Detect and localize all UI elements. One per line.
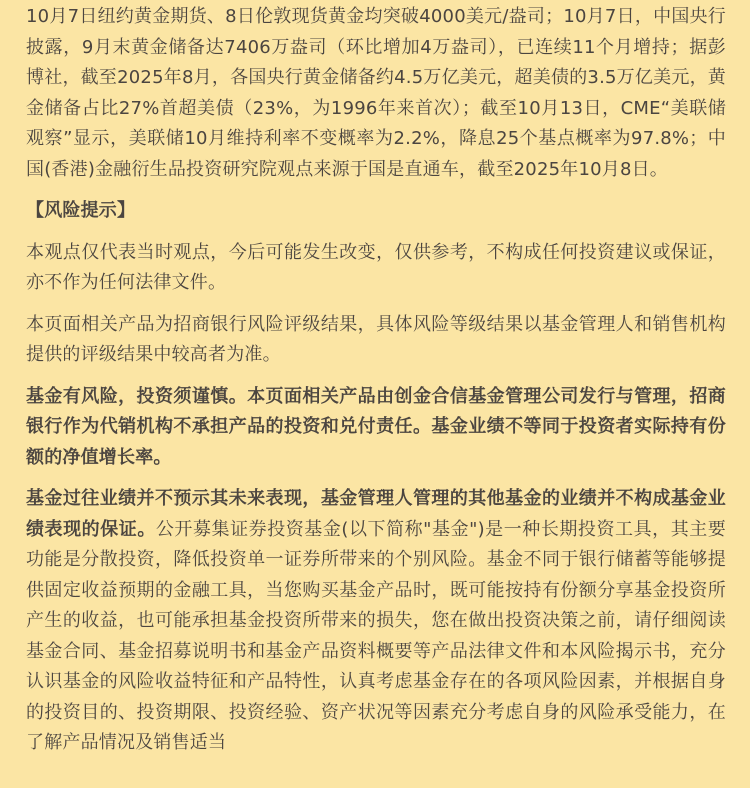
risk-heading: 【风险提示】 <box>26 200 136 221</box>
risk-paragraph-3: 基金有风险，投资须谨慎。本页面相关产品由创金合信基金管理公司发行与管理，招商银行作为代销机构不承担产品的投资和兑付责任。基金业绩不等同于投资者实际持有份额的净值增长率。 <box>26 385 726 468</box>
risk-paragraph-4-text: 公开募集证券投资基金(以下简称"基金")是一种长期投资工具，其主要功能是分散投资，降低投资单一证券所带来的个别风险。基金不同于银行储蓄等能够提供固定收益预期的金融工具，当您购买基金产品时，既可能按持有份额分享基金投资所产生的收益，也可能承担基金投资所带来的损失，您在做出投资决策之前，请仔细阅读基金合同、基金招募说明书和基金产品资料概要等产品法律文件和本风险揭示书，充分认识基金的风险收益特征和产品特性，认真考虑基金存在的各项风险因素，并根据自身的投资目的、投资期限、投资经验、资产状况等因素充分考虑自身的风险承受能力，在了解产品情况及销售适当 <box>26 518 726 753</box>
risk-paragraph-4-bold: 基金过往业绩并不预示其未来表现，基金管理人管理的其他基金的业绩并不构成基金业绩表现的保证。 <box>26 488 726 540</box>
intro-paragraph: 10月7日纽约黄金期货、8日伦敦现货黄金均突破4000美元/盎司；10月7日，中国央行披露，9月末黄金储备达7406万盎司（环比增加4万盎司），已连续11个月增持；据彭博社，截至2025年8月，各国央行黄金储备约4.5万亿美元，超美债的3.5万亿美元，黄金储备占比27%首超美债（23%，为1996年来首次）；截至10月13日，CME“美联储观察”显示，美联储10月维持利率不变概率为2.2%，降息25个基点概率为97.8%；中国(香港)金融衍生品投资研究院观点来源于国是直通车，截至2025年10月8日。 <box>26 6 726 180</box>
risk-paragraph-1: 本观点仅代表当时观点，今后可能发生改变，仅供参考，不构成任何投资建议或保证，亦不作为任何法律文件。 <box>26 241 726 293</box>
risk-paragraph-2: 本页面相关产品为招商银行风险评级结果，具体风险等级结果以基金管理人和销售机构提供的评级结果中较高者为准。 <box>26 313 726 365</box>
risk-paragraph-4 <box>26 484 726 759</box>
